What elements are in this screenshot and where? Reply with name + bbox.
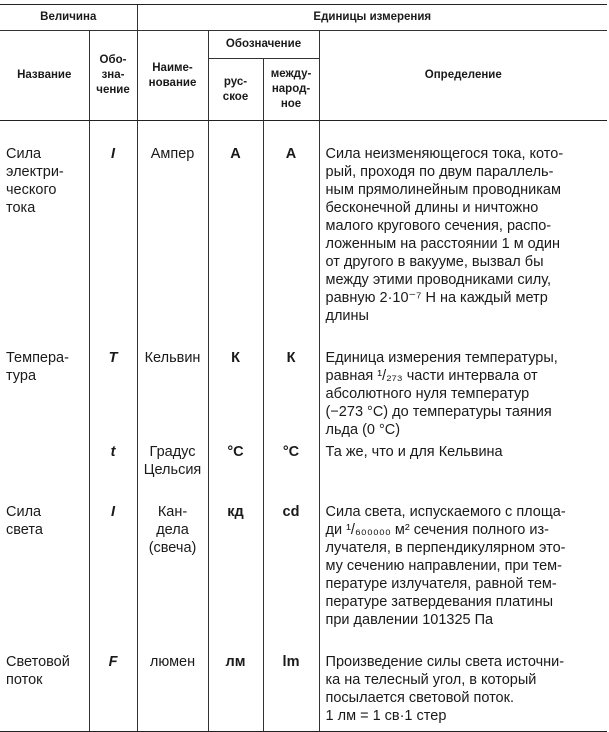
- def-line: Сила неизменяющегося тока, кото-: [325, 146, 564, 162]
- header-symbol: [89, 31, 137, 121]
- quantity-name: [0, 325, 89, 439]
- unit-name: [137, 121, 208, 326]
- unit-name: [137, 629, 208, 732]
- unit-symbol-international: cd: [263, 479, 319, 629]
- header-symbol-line: чение: [96, 84, 130, 96]
- unit-line: Кан-: [157, 504, 188, 520]
- table-row-temperature-kelvin: [0, 325, 607, 439]
- header-international-line: между-: [270, 68, 312, 80]
- quantity-symbol: I: [89, 121, 137, 326]
- unit-line: Цельсия: [143, 462, 202, 478]
- quantity-name: [0, 629, 89, 732]
- def-line: Сила света, испускаемого с площа-: [325, 504, 566, 520]
- unit-definition: [319, 479, 607, 629]
- name-line: тура: [6, 368, 37, 384]
- unit-symbol-international: К: [263, 325, 319, 439]
- unit-line: (свеча): [148, 540, 197, 556]
- header-international-line: ное: [280, 98, 302, 110]
- header-units: Единицы измерения: [137, 5, 607, 31]
- quantity-name: [0, 439, 89, 479]
- def-line: Произведение силы света источни-: [325, 654, 565, 670]
- def-line: Та же, что и для Кельвина: [325, 444, 503, 460]
- name-line: Темпера-: [6, 350, 69, 366]
- unit-symbol-russian: кд: [208, 479, 263, 629]
- header-unit-name: [137, 31, 208, 121]
- def-line: Единица измерения температуры,: [325, 350, 558, 366]
- table-row-luminous-flux: [0, 629, 607, 732]
- header-name: Название: [0, 31, 89, 121]
- quantity-name: [0, 479, 89, 629]
- unit-definition: [319, 121, 607, 326]
- def-line: лучателя, в перпендикулярном это-: [325, 540, 566, 556]
- header-designation: Обозначение: [208, 31, 319, 59]
- def-line: малого кругового сечения, распо-: [325, 218, 552, 234]
- def-line: льда (0 °С): [325, 422, 401, 438]
- quantity-name: [0, 121, 89, 326]
- unit-symbol-russian: А: [208, 121, 263, 326]
- unit-line: люмен: [149, 654, 196, 670]
- header-russian-line: рус-: [223, 75, 248, 88]
- def-line: ка на телесный угол, в который: [325, 672, 537, 688]
- unit-line: Ампер: [150, 146, 195, 162]
- name-line: ческого: [6, 182, 57, 198]
- name-line: Световой: [6, 654, 70, 670]
- name-line: поток: [6, 672, 43, 688]
- def-line: от другого в вакууме, вызвал бы: [325, 254, 544, 270]
- header-symbol-line: зна-: [101, 69, 125, 81]
- unit-symbol-russian: °С: [208, 439, 263, 479]
- header-international: [263, 59, 319, 121]
- def-line: равная ¹/₂₇₃ части интервала от: [325, 368, 538, 384]
- unit-line: Градус: [149, 444, 196, 460]
- unit-symbol-russian: лм: [208, 629, 263, 732]
- unit-line: Кельвин: [144, 350, 201, 366]
- unit-symbol-international: А: [263, 121, 319, 326]
- table-header: [0, 5, 607, 121]
- def-line: при давлении 101325 Па: [325, 612, 494, 628]
- unit-line: дела: [156, 522, 189, 538]
- def-line: ди ¹/₆₀₀₀₀₀ м² сечения полного из-: [325, 522, 549, 538]
- name-line: тока: [6, 200, 36, 216]
- table-row-current: [0, 121, 607, 326]
- table-row-temperature-celsius: [0, 439, 607, 479]
- quantity-symbol: I: [89, 479, 137, 629]
- unit-symbol-international: lm: [263, 629, 319, 732]
- unit-name: [137, 325, 208, 439]
- def-line: ным прямолинейным проводникам: [325, 182, 561, 198]
- header-russian: [208, 59, 263, 121]
- name-line: света: [6, 522, 43, 538]
- def-line: ложенным на расстоянии 1 м один: [325, 236, 561, 252]
- def-line: между этими проводниками силу,: [325, 272, 552, 288]
- def-line: пературе излучателя, равной тем-: [325, 576, 557, 592]
- unit-name: [137, 439, 208, 479]
- def-line: рый, проходя по двум параллель-: [325, 164, 554, 180]
- header-unit-name-line: Наиме-: [152, 61, 193, 74]
- header-quantity: Величина: [0, 5, 137, 31]
- quantity-symbol: T: [89, 325, 137, 439]
- def-line: абсолютного нуля температур: [325, 386, 530, 402]
- header-international-line: народ-: [271, 83, 311, 95]
- unit-definition: [319, 439, 607, 479]
- header-russian-line: ское: [222, 90, 249, 103]
- def-line: длины: [325, 308, 369, 324]
- quantity-symbol: F: [89, 629, 137, 732]
- unit-symbol-international: °С: [263, 439, 319, 479]
- header-symbol-line: Обо-: [99, 54, 127, 66]
- unit-symbol-russian: К: [208, 325, 263, 439]
- header-definition: Определение: [319, 31, 607, 121]
- def-line: посылается световой поток.: [325, 690, 514, 706]
- unit-definition: [319, 325, 607, 439]
- table-body: [0, 121, 607, 732]
- def-line: бесконечной длины и ничтожно: [325, 200, 539, 216]
- def-line: (−273 °С) до температуры таяния: [325, 404, 552, 420]
- def-line: пературе затвердевания платины: [325, 594, 554, 610]
- unit-definition: [319, 629, 607, 732]
- def-line: му сечению направлении, при тем-: [325, 558, 562, 574]
- table-row-luminous-intensity: [0, 479, 607, 629]
- header-unit-name-line: нование: [148, 76, 197, 89]
- si-units-table: [0, 4, 607, 732]
- def-line: равную 2·10⁻⁷ Н на каждый метр: [325, 290, 548, 306]
- unit-name: [137, 479, 208, 629]
- name-line: Сила: [6, 504, 42, 520]
- def-line: 1 лм = 1 св·1 стер: [325, 708, 447, 724]
- quantity-symbol: t: [89, 439, 137, 479]
- name-line: Сила: [6, 146, 42, 162]
- name-line: электри-: [6, 164, 64, 180]
